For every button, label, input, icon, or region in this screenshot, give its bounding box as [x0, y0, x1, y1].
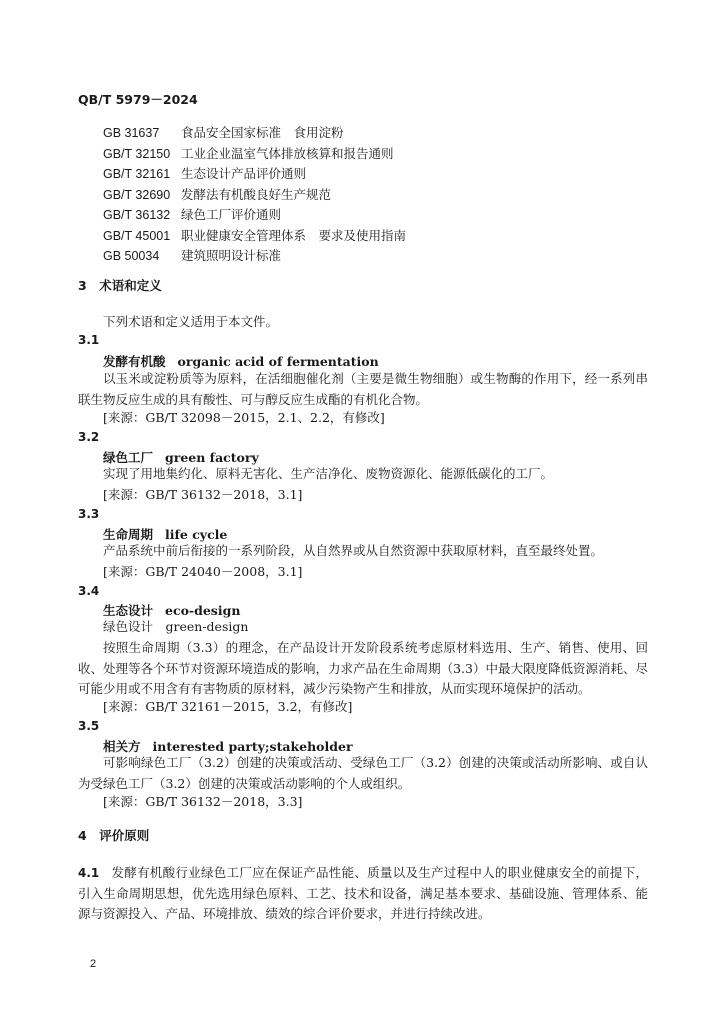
term-definition: 按照生命周期（3.3）的理念，在产品设计开发阶段系统考虑原材料选用、生产、销售、使用、回收、处理等各个环节对资源环境造成的影响，力求产品在生命周期（3.3）中最大限度降低资源消耗、尽可能少用或不用含有有害物质的原材料，减少污染物产生和排放，从而实现环境保护的活动。: [78, 640, 648, 696]
term-source: [来源：GB/T 32161－2015，3.2，有修改]: [103, 699, 353, 714]
clause-text: 发酵有机酸行业绿色工厂应在保证产品性能、质量以及生产过程中人的职业健康安全的前提下，引入生命周期思想，优先选用绿色原料、工艺、技术和设备，满足基本要求、基础设施、管理体系、能源与资源投入、产品、环境排放、绩效的综合评价要求，并进行持续改进。: [78, 865, 648, 921]
reference-code: GB 31637: [103, 126, 160, 140]
reference-item: [103, 226, 406, 247]
reference-code: GB/T 32150: [103, 146, 171, 161]
term-definition: 实现了用地集约化、原料无害化、生产洁净化、废物资源化、能源低碳化的工厂。: [103, 466, 554, 481]
normative-references-list: [103, 123, 406, 267]
term-number: 3.2: [78, 430, 100, 444]
reference-title: 食品安全国家标准 食用淀粉: [181, 125, 344, 140]
term-alternative: 绿色设计 green-design: [103, 619, 249, 634]
reference-item: [103, 246, 406, 267]
term-number: 3.4: [78, 584, 100, 598]
clause-number: 4.1: [78, 866, 100, 880]
reference-item: [103, 123, 406, 144]
reference-code: GB/T 36132: [103, 208, 171, 222]
reference-item: [103, 205, 406, 226]
reference-item: [103, 164, 406, 185]
reference-code: GB/T 45001: [103, 228, 171, 243]
term-en: green factory: [165, 450, 259, 465]
reference-item: [103, 144, 406, 165]
term-zh: 绿色工厂: [103, 450, 154, 465]
term-zh: 相关方: [103, 739, 141, 754]
reference-title: 发酵法有机酸良好生产规范: [181, 186, 332, 202]
term-number: 3.1: [78, 333, 100, 347]
term-definition: 可影响绿色工厂（3.2）创建的决策或活动、受绿色工厂（3.2）创建的决策或活动所影响、或自认为受绿色工厂（3.2）创建的决策或活动影响的个人或组织。: [78, 755, 648, 791]
term-zh: 生态设计: [103, 603, 154, 618]
section-4-heading: 4 评价原则: [78, 828, 150, 843]
term-source: [来源：GB/T 36132－2018，3.1]: [103, 487, 303, 502]
term-en: life cycle: [165, 527, 228, 542]
reference-title: 绿色工厂评价通则: [181, 207, 282, 222]
term-number: 3.3: [78, 507, 100, 521]
term-definition: 产品系统中前后衔接的一系列阶段，从自然界或从自然资源中获取原材料，直至最终处置。: [103, 543, 604, 558]
term-source: [来源：GB/T 32098－2015，2.1、2.2，有修改]: [103, 410, 385, 425]
term-zh: 发酵有机酸: [103, 354, 166, 369]
term-en: interested party;stakeholder: [152, 739, 353, 754]
term-source: [来源：GB/T 36132－2018，3.3]: [103, 794, 303, 809]
reference-title: 职业健康安全管理体系 要求及使用指南: [181, 227, 407, 243]
reference-title: 建筑照明设计标准: [181, 248, 282, 263]
term-source: [来源：GB/T 24040－2008，3.1]: [103, 564, 303, 579]
term-en: eco-design: [165, 603, 241, 618]
clause-4-1: [78, 863, 648, 925]
page-number: 2: [90, 958, 97, 970]
term-en: organic acid of fermentation: [177, 354, 379, 369]
reference-item: [103, 185, 406, 206]
standard-code-header: QB/T 5979－2024: [78, 92, 198, 107]
term-zh: 生命周期: [103, 527, 154, 542]
term-definition: 以玉米或淀粉质等为原料，在活细胞催化剂（主要是微生物细胞）或生物酶的作用下，经一系列串联生物反应生成的具有酸性、可与醇反应生成酯的有机化合物。: [78, 371, 648, 407]
reference-title: 生态设计产品评价通则: [181, 166, 307, 181]
term-number: 3.5: [78, 719, 100, 733]
reference-code: GB/T 32690: [103, 187, 171, 202]
section-3-intro: 下列术语和定义适用于本文件。: [103, 314, 279, 329]
reference-title: 工业企业温室气体排放核算和报告通则: [181, 145, 394, 161]
term-title: [103, 352, 379, 370]
reference-code: GB/T 32161: [103, 167, 171, 181]
reference-code: GB 50034: [103, 249, 160, 263]
section-3-heading: 3 术语和定义: [78, 278, 162, 293]
